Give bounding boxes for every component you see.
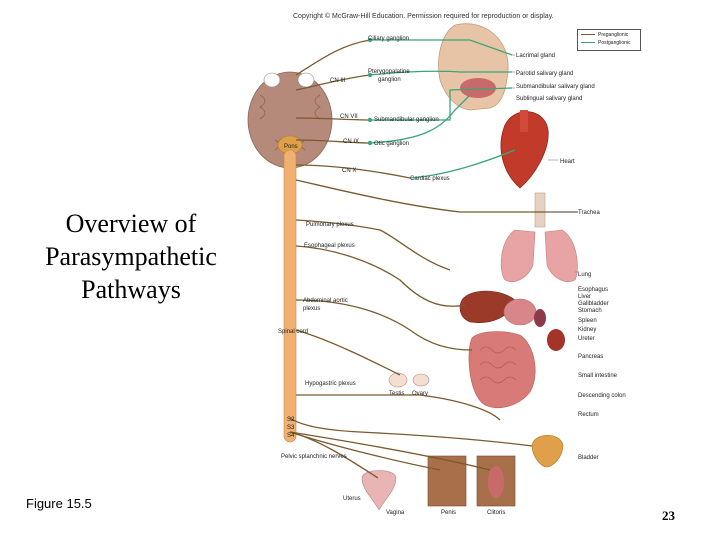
label-bladder: Bladder xyxy=(578,455,599,461)
label-rectum: Rectum xyxy=(578,412,599,418)
label-submandibular-ganglion: Submandibular ganglion xyxy=(374,117,439,123)
trachea-organ xyxy=(535,193,545,227)
legend-row-preganglionic xyxy=(581,32,628,38)
label-ovary: Ovary xyxy=(412,391,429,397)
label-s4: S4 xyxy=(287,433,295,439)
mouth-region xyxy=(460,78,496,98)
label-lacrimal-gland: Lacrimal gland xyxy=(516,53,556,59)
label-spinal-cord: Spinal cord xyxy=(278,329,309,335)
label-s2: S2 xyxy=(287,417,295,423)
otic-ganglion-dot xyxy=(368,141,372,145)
label-pelvic-splanchnic: Pelvic splanchnic nerves xyxy=(281,454,347,460)
ovary-organ xyxy=(413,374,429,386)
label-descending-colon: Descending colon xyxy=(578,393,626,399)
label-small-intestine: Small intestine xyxy=(578,373,618,379)
copyright-notice: Copyright © McGraw-Hill Education. Permission required for reproduction or display. xyxy=(293,13,554,20)
label-parotid-gland: Parotid salivary gland xyxy=(516,71,574,77)
uterus-organ xyxy=(362,471,396,511)
aorta xyxy=(520,110,528,132)
label-cn7: CN VII xyxy=(340,114,358,120)
intestines xyxy=(469,332,535,408)
label-pulmonary-plexus: Pulmonary plexus xyxy=(306,222,354,228)
stomach-organ xyxy=(504,299,536,325)
lung-left xyxy=(501,230,535,282)
label-s3: S3 xyxy=(287,425,295,431)
label-kidney: Kidney xyxy=(578,327,597,333)
label-clitoris: Clitoris xyxy=(487,510,506,516)
label-sublingual-gland: Sublingual salivary gland xyxy=(516,96,583,102)
label-otic-ganglion: Otic ganglion xyxy=(374,141,410,147)
preganglionic-swatch xyxy=(581,34,595,35)
eyeball-left xyxy=(264,73,280,87)
label-cn9: CN IX xyxy=(343,139,360,145)
label-cn3: CN III xyxy=(330,78,346,84)
label-submandibular-gland: Submandibular salivary gland xyxy=(516,84,595,90)
label-abdominal-aortic-1: Abdominal aortic xyxy=(303,298,348,304)
kidney-organ xyxy=(547,329,565,351)
figure-caption: Figure 15.5 xyxy=(26,496,92,511)
label-vagina: Vagina xyxy=(386,510,405,516)
label-ureter: Ureter xyxy=(578,336,595,342)
label-esophagus: Esophagus xyxy=(578,287,609,293)
title-line: Overview of xyxy=(65,209,197,238)
legend-label: Postganglionic xyxy=(598,40,631,46)
label-lung: Lung xyxy=(578,272,592,278)
label-liver: Liver xyxy=(578,294,592,300)
lung-right xyxy=(545,230,577,282)
label-pancreas: Pancreas xyxy=(578,354,604,360)
label-ciliary-ganglion: Ciliary ganglion xyxy=(368,36,410,42)
label-cn10: CN X xyxy=(342,168,357,174)
clitoris-detail xyxy=(488,466,504,498)
submandibular-ganglion-dot xyxy=(368,118,372,122)
label-cardiac-plexus: Cardiac plexus xyxy=(410,176,450,182)
label-heart: Heart xyxy=(560,159,575,165)
postganglionic-swatch xyxy=(581,42,595,43)
label-spleen: Spleen xyxy=(578,318,597,324)
legend-row-postganglionic xyxy=(581,40,631,46)
preganglionic-fibers xyxy=(290,40,578,478)
spinal-cord xyxy=(284,150,296,442)
label-abdominal-aortic-2: plexus xyxy=(303,306,321,312)
title-line: Parasympathetic xyxy=(45,242,217,271)
eyeball-right xyxy=(298,73,314,87)
label-pons: Pons xyxy=(284,144,298,150)
testis-organ xyxy=(389,373,407,387)
label-testis: Testis xyxy=(389,391,405,397)
bladder-organ xyxy=(532,435,563,467)
label-pterygopalatine-2: ganglion xyxy=(378,77,401,83)
label-esophageal-plexus: Esophageal plexus xyxy=(304,243,355,249)
label-hypogastric-plexus: Hypogastric plexus xyxy=(305,381,356,387)
label-uterus: Uterus xyxy=(343,496,361,502)
label-trachea: Trachea xyxy=(578,210,600,216)
label-stomach: Stomach xyxy=(578,308,602,314)
label-pterygopalatine-1: Pterygopalatine xyxy=(368,69,410,75)
title-line: Pathways xyxy=(81,275,181,304)
label-gallbladder: Gallbladder xyxy=(578,301,609,307)
page-number: 23 xyxy=(662,508,675,523)
spleen-organ xyxy=(534,309,546,327)
fiber-legend xyxy=(577,29,641,51)
label-penis: Penis xyxy=(441,510,457,516)
legend-label: Preganglionic xyxy=(598,32,629,38)
